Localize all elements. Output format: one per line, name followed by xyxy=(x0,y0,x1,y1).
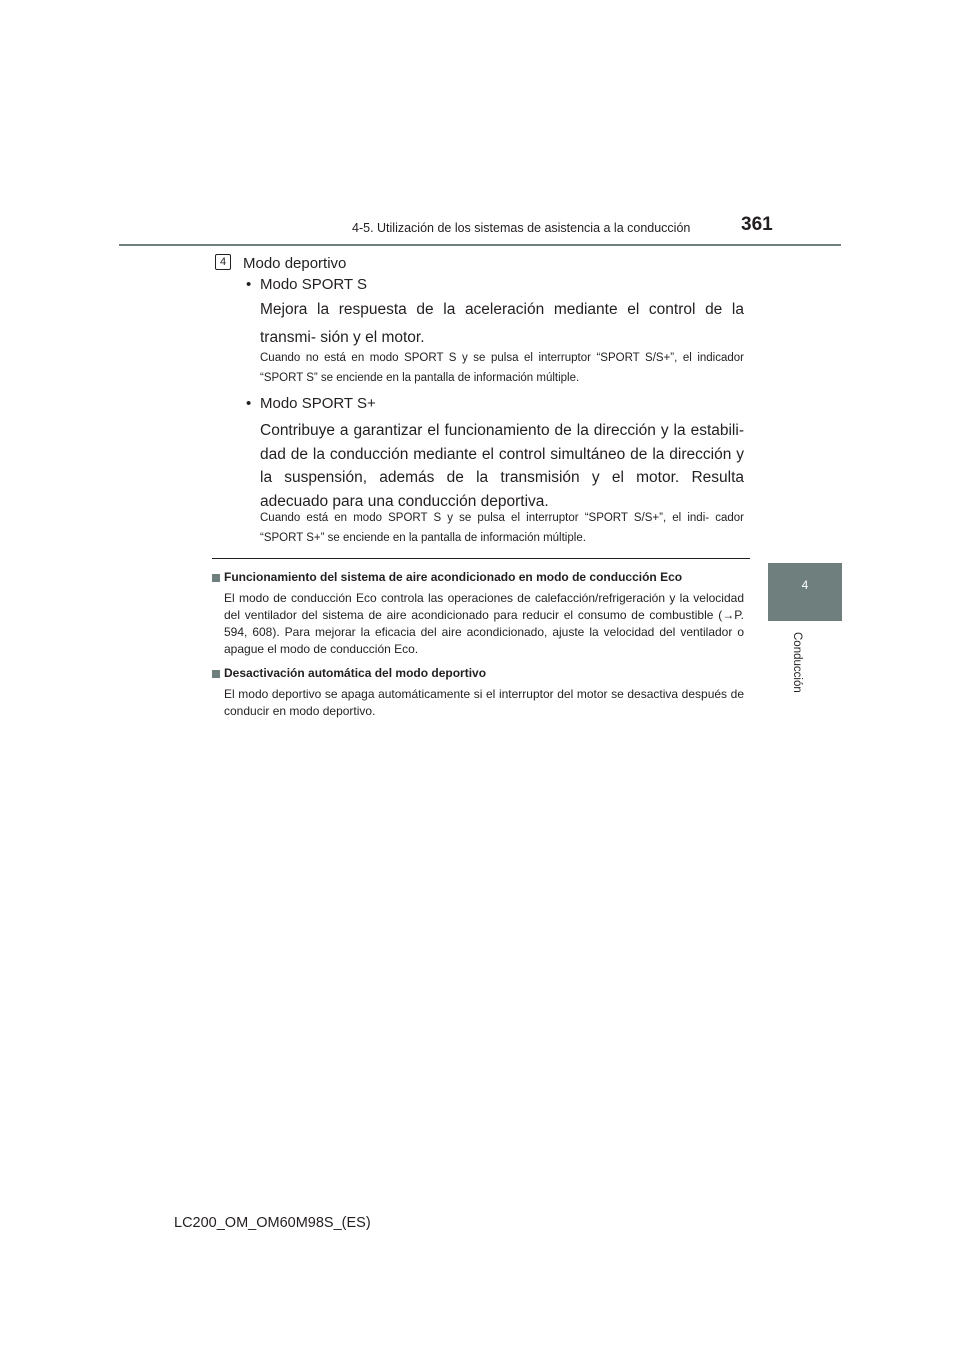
step-number-badge: 4 xyxy=(215,254,231,270)
bullet: • xyxy=(246,395,252,412)
note-body-eco: El modo de conducción Eco controla las operaciones de calefacción/refrigeración y la velocidad del ventilador del sistema de aire acondicionado para reducir el consumo de combustible (→P. 594, 608). Para mejorar la eficacia del aire acondicionado, ajuste la velocidad del ventilador o apague el modo de conducción Eco. xyxy=(224,591,744,656)
item-description-sport-s-plus: Contribuye a garantizar el funcionamiento de la dirección y la estabili- dad de la conducción mediante el control simultáneo de la dirección y la suspensión, además de la transmisión y el motor. Resulta adecuado para una conducción deportiva. xyxy=(260,422,744,510)
item-description-sport-s: Mejora la respuesta de la aceleración mediante el control de la transmi- sión y el motor. xyxy=(260,301,744,346)
note-body-sport-off: El modo deportivo se apaga automáticamente si el interruptor del motor se desactiva después de conducir en modo deportivo. xyxy=(224,687,744,718)
item-title-sport-s-plus: Modo SPORT S+ xyxy=(260,395,376,412)
section-title: 4-5. Utilización de los sistemas de asistencia a la conducción xyxy=(352,221,691,235)
chapter-number: 4 xyxy=(801,578,809,592)
item-note-sport-s: Cuando no está en modo SPORT S y se pulsa el interruptor “SPORT S/S+”, el indicador “SPORT S” se enciende en la pantalla de información múltiple. xyxy=(260,352,744,384)
section-heading: Modo deportivo xyxy=(243,255,347,272)
note-square-icon xyxy=(212,670,220,678)
note-square-icon xyxy=(212,574,220,582)
chapter-label: Conducción xyxy=(791,632,803,693)
page-number: 361 xyxy=(741,214,773,235)
item-title-sport-s: Modo SPORT S xyxy=(260,276,367,293)
note-title-eco: Funcionamiento del sistema de aire acondicionado en modo de conducción Eco xyxy=(224,570,683,584)
bullet: • xyxy=(246,276,252,293)
document-code: LC200_OM_OM60M98S_(ES) xyxy=(174,1215,371,1231)
header-divider xyxy=(119,244,841,246)
notes-divider xyxy=(212,558,750,559)
note-title-sport-off: Desactivación automática del modo deportivo xyxy=(224,666,487,680)
chapter-tab xyxy=(768,563,842,621)
item-note-sport-s-plus: Cuando está en modo SPORT S y se pulsa el interruptor “SPORT S/S+”, el indi- cador “SPORT S+” se enciende en la pantalla de información múltiple. xyxy=(260,512,744,544)
